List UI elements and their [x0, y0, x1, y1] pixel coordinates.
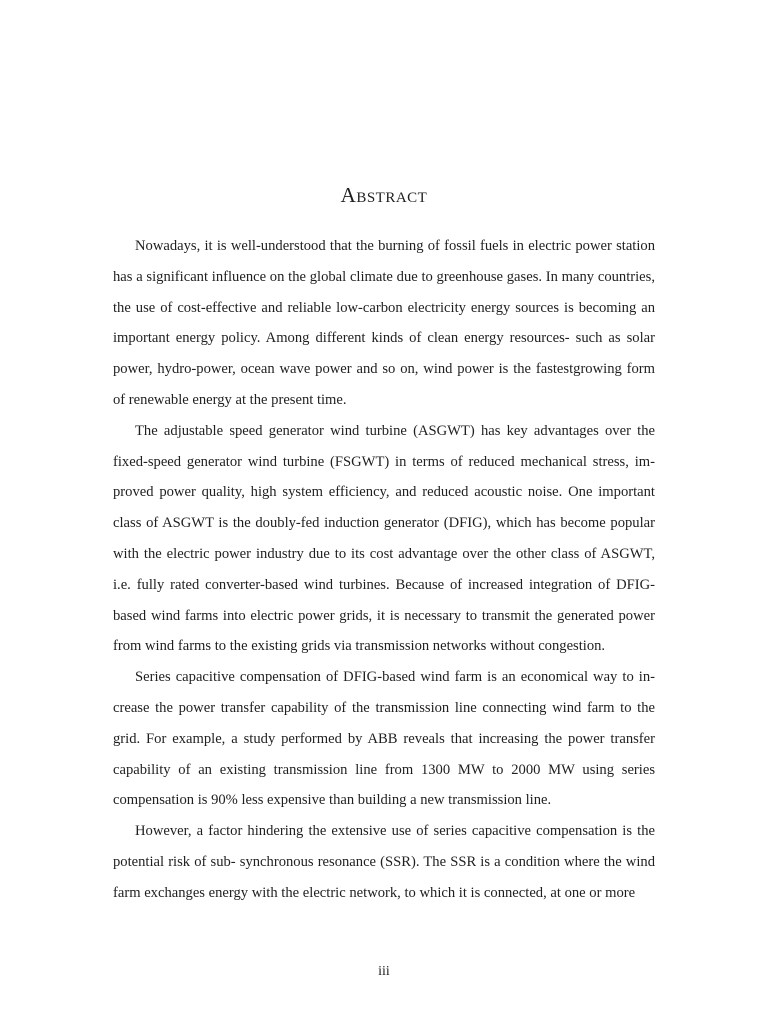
paragraph-2: The adjustable speed generator wind turbine (ASGWT) has key advantages over the fixed-speed generator wind turbine (FSGWT) in terms of reduced mechanical stress, improved power quality, high system efficiency, and reduced acoustic noise. One important class of ASGWT is the doubly-fed induction generator (DFIG), which has become popular with the electric power industry due to its cost advantage over the other class of ASGWT, i.e. fully rated converter-based wind turbines. Because of increased integration of DFIG-based wind farms into electric power grids, it is necessary to transmit the generated power from wind farms to the existing grids via transmission networks without congestion. [113, 422, 655, 655]
page-number: iii [378, 964, 390, 979]
abstract-body [113, 231, 655, 909]
paragraph-4: However, a factor hindering the extensive use of series capacitive compensation is the potential risk of sub- synchronous resonance (SSR). The SSR is a condition where the wind farm exchanges energy with the electric network, to which it is connected, at one or more [113, 823, 655, 901]
page-title: Abstract [340, 183, 428, 207]
paragraph-1: Nowadays, it is well-understood that the burning of fossil fuels in electric power station has a significant influence on the global climate due to greenhouse gases. In many countries, the use of cost-effective and reliable low-carbon electricity energy sources is becoming an important energy policy. Among different kinds of clean energy resources- such as solar power, hydro-power, ocean wave power and so on, wind power is the fastestgrowing form of renewable energy at the present time. [113, 238, 655, 408]
paragraph-3: Series capacitive compensation of DFIG-based wind farm is an economical way to increase the power transfer capability of the transmission line connecting wind farm to the grid. For example, a study performed by ABB reveals that increasing the power transfer capability of an existing transmission line from 1300 MW to 2000 MW using series compensation is 90% less expensive than building a new transmission line. [113, 669, 655, 809]
